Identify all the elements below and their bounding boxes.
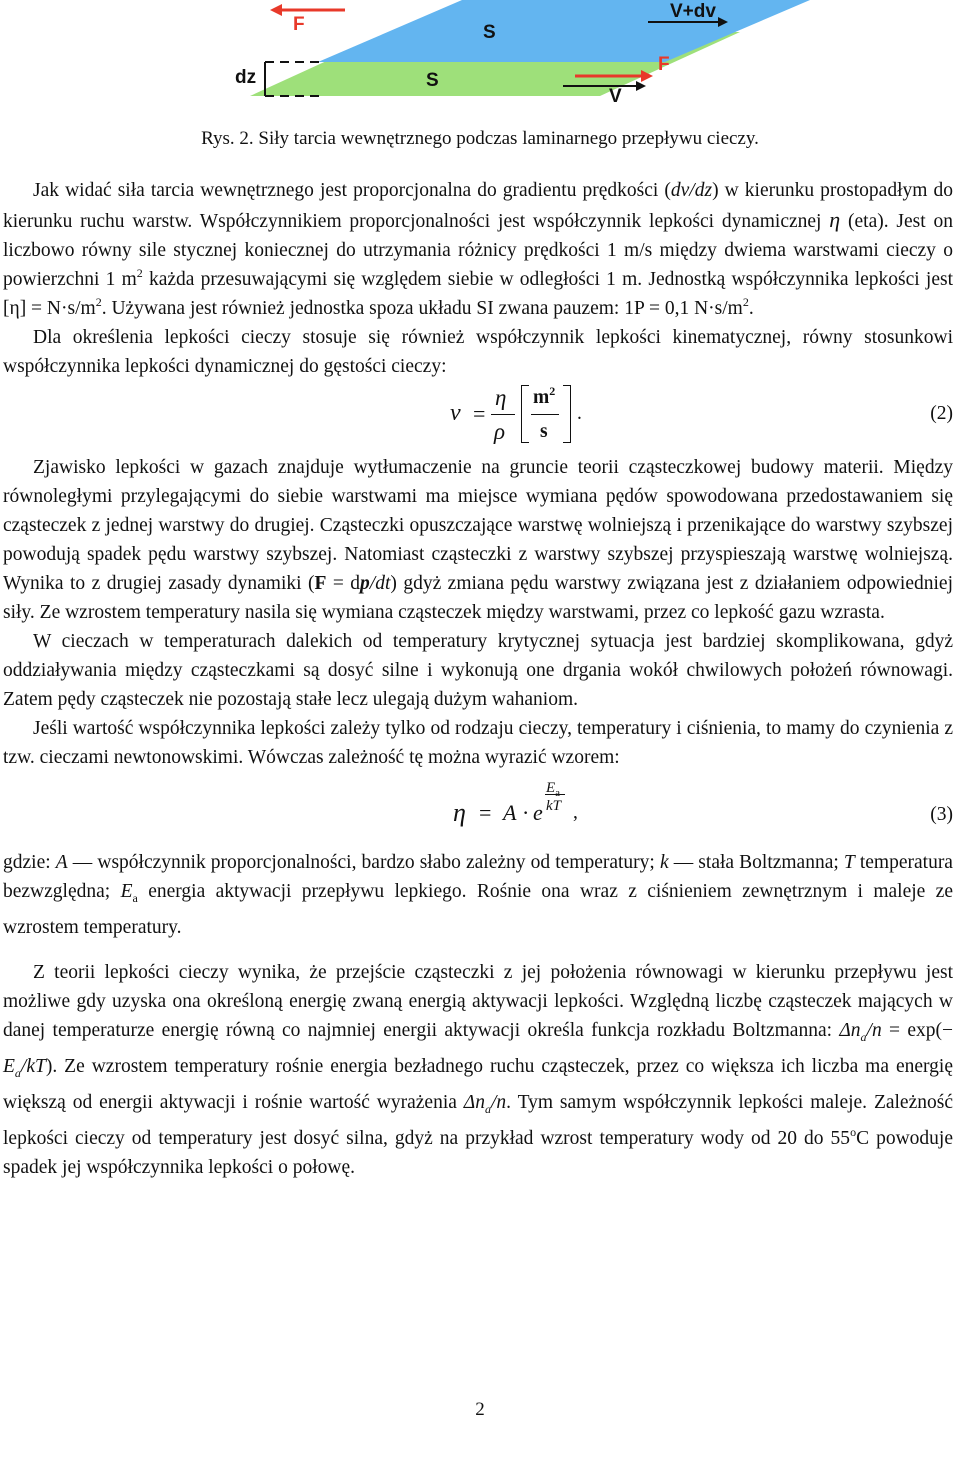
superscript: 2 bbox=[136, 266, 143, 280]
math-energy: E bbox=[546, 780, 556, 796]
equation-3 bbox=[3, 772, 953, 836]
math-a: A bbox=[503, 800, 517, 825]
math-dt: /dt bbox=[369, 573, 391, 594]
label-v-dv: V+dv bbox=[670, 1, 716, 22]
right-bracket bbox=[563, 385, 571, 443]
text-span: — stała Boltzmanna; bbox=[668, 852, 844, 873]
unit-m: m bbox=[533, 387, 550, 408]
math-nu: ν bbox=[450, 400, 461, 426]
label-v: V bbox=[609, 86, 622, 107]
label-s-bottom: S bbox=[426, 70, 439, 91]
math-n: /n bbox=[491, 1091, 507, 1113]
math-n: /n bbox=[866, 1019, 882, 1041]
math-kt: /kT bbox=[20, 1055, 46, 1077]
text-span: — współczynnik proporcjonalności, bardzo słabo zależny od temperatury; bbox=[67, 852, 660, 873]
math-equals: = bbox=[479, 800, 492, 825]
paragraph-gas-viscosity bbox=[3, 453, 953, 627]
superscript: 2 bbox=[742, 295, 749, 309]
text-span: . Tym samym współczynnik lepkości maleje. Zależność lepkości cieczy od temperatury jest dosyć silna, gdyż na przykład wzrost temperatury wody od 20 do 55 bbox=[3, 1091, 953, 1149]
math-eta: η bbox=[495, 385, 507, 410]
math-energy: E bbox=[120, 881, 133, 902]
math-dot: · bbox=[522, 800, 530, 825]
subscript: a bbox=[14, 1065, 21, 1080]
label-f-right: F bbox=[658, 54, 670, 75]
math-momentum: p bbox=[360, 573, 370, 594]
math-dvdz: dv/dz bbox=[670, 180, 713, 201]
text-span: = d bbox=[326, 573, 361, 594]
text-span: każda przesuwającymi się względem siebie w odległości 1 m. Jednostką współczynnika lepkości jest [η] = N·s/m bbox=[3, 269, 953, 319]
paragraph-newtonian: Jeśli wartość współczynnika lepkości zależy tylko od rodzaju cieczy, temperatury i ciśnienia, to mamy do czynienia z tzw. cieczami newtonowskimi. Wówczas zależność tę można wyrazić wzorem: bbox=[3, 718, 953, 768]
math-rho: ρ bbox=[494, 419, 506, 444]
page-number: 2 bbox=[475, 1399, 485, 1420]
text-span: temperatura bezwzględna; bbox=[3, 852, 953, 902]
shear-layers-figure bbox=[0, 0, 960, 120]
math-energy: E bbox=[3, 1055, 15, 1077]
velocity-arrowhead-bottom bbox=[636, 81, 646, 91]
figure-caption: Rys. 2. Siły tarcia wewnętrznego podczas laminarnego przepływu cieczy. bbox=[201, 128, 759, 149]
math-a: A bbox=[55, 852, 68, 873]
unit-s: s bbox=[540, 421, 548, 442]
math-eta: η bbox=[453, 798, 466, 827]
text-span: . bbox=[748, 298, 754, 319]
unit-numerator bbox=[533, 383, 555, 412]
text-span: ). Ze wzrostem temperatury rośnie energia bezładnego ruchu cząsteczek, przez co większa ich liczba ma energię większą od energii aktywacji i rośnie wartość wyrażenia bbox=[3, 1055, 953, 1113]
label-dz: dz bbox=[235, 67, 257, 88]
math-k: k bbox=[659, 852, 669, 873]
text-span: ) gdyż zmiana pędu warstwy związana jest z działaniem odpowiedniej siły. Ze wzrostem temperatury nasila się wymiana cząsteczek między warstwami, przez co lepkość gazu wzrasta. bbox=[3, 573, 953, 623]
text-span: ) w kierunku prostopadłym do kierunku ruchu warstw. Współczynnikiem proporcjonalności jest współczynnik lepkości dynamicznej bbox=[3, 180, 953, 232]
text-span: = exp(− bbox=[881, 1019, 953, 1041]
text-span: (eta). Jest on liczbowo równy sile stycznej koniecznej do utrzymania różnicy prędkości 1 m/s między dwiema warstwami cieczy o powierzchni 1 m bbox=[3, 211, 954, 290]
fraction-bar bbox=[491, 414, 515, 415]
left-bracket bbox=[521, 385, 529, 443]
subscript: a bbox=[485, 1101, 491, 1116]
superscript: 2 bbox=[95, 295, 102, 309]
math-e: e bbox=[533, 800, 543, 825]
subscript: a bbox=[860, 1029, 867, 1044]
math-equals: = bbox=[473, 401, 486, 426]
unit-exponent: 2 bbox=[549, 384, 556, 398]
text-span: Z teorii lepkości cieczy wynika, że przejście cząsteczki z jej położenia równowagi w kierunku przepływu jest możliwe gdy uzyska ona określoną energię zwaną energią aktywacji lepkości. Względną liczbę cząsteczek mających w danej temperaturze energię równą co najmniej energii aktywacji określa funkcja rozkładu Boltzmanna: bbox=[3, 961, 953, 1041]
subscript: a bbox=[132, 890, 138, 905]
text-span: C powoduje spadek jej współczynnika lepkości o połowę. bbox=[3, 1127, 953, 1178]
label-f-top: F bbox=[293, 14, 305, 35]
paragraph-symbols bbox=[3, 848, 953, 942]
equation-number: (3) bbox=[930, 804, 953, 825]
text-span: Jak widać siła tarcia wewnętrznego jest proporcjonalna do gradientu prędkości ( bbox=[33, 180, 671, 201]
label-s-top: S bbox=[483, 22, 496, 43]
paragraph-kinematic-viscosity: Dla określenia lepkości cieczy stosuje się również współczynnik lepkości kinematycznej, równy stosunkowi współczynnika lepkości dynamicznej do gęstości cieczy: bbox=[3, 327, 953, 377]
top-plate bbox=[318, 0, 810, 62]
force-arrowhead-top bbox=[270, 4, 282, 16]
math-t: T bbox=[843, 852, 855, 873]
math-force: F bbox=[314, 573, 327, 594]
math-kt: kT bbox=[546, 798, 561, 814]
paragraph-viscosity-definition bbox=[3, 176, 953, 323]
math-delta-n: Δn bbox=[839, 1019, 861, 1041]
text-span: Zjawisko lepkości w gazach znajduje wytłumaczenie na gruncie teorii cząsteczkowej budowy materii. Między równoległymi przylegającymi do siebie warstwami ma miejsce wymiana pędów spowodowana przedostawaniem się cząsteczek z jednej warstwy do drugiej. Cząsteczki opuszczające warstwę wolniejszą i przenikające do warstwy szybszej powodują spadek pędu warstwy szybszej. Natomiast cząsteczki z warstwy szybszej przyspieszają warstwę wolniejszą. Wynika to z drugiej zasady dynamiki ( bbox=[3, 457, 953, 594]
math-period: . bbox=[577, 403, 582, 424]
text-span: energia aktywacji przepływu lepkiego. Rośnie ona wraz z ciśnieniem zewnętrznym i maleje ze wzrostem temperatury. bbox=[3, 881, 953, 938]
math-comma: , bbox=[573, 802, 578, 823]
text-span: . Używana jest również jednostka spoza układu SI zwana pauzem: 1P = 0,1 N·s/m bbox=[101, 298, 743, 319]
unit-fraction-bar bbox=[531, 414, 559, 415]
paragraph-activation-energy bbox=[3, 958, 953, 1182]
equation-2 bbox=[3, 381, 953, 447]
paragraph-liquids: W cieczach w temperaturach dalekich od temperatury krytycznej sytuacja jest bardziej skomplikowana, gdyż oddziaływania między cząsteczkami są dosyć silne i wykonują one drgania wokół chwilowych położeń równowagi. Zatem pędy cząsteczek nie pozostają stałe lecz ulegają dużym wahaniom. bbox=[3, 631, 953, 710]
text-span: gdzie: bbox=[3, 852, 56, 873]
subscript: a bbox=[555, 787, 561, 799]
body-text bbox=[3, 176, 953, 1182]
equation-number: (2) bbox=[930, 403, 953, 424]
math-delta-n: Δn bbox=[463, 1091, 485, 1113]
degree-superscript: o bbox=[850, 1124, 857, 1139]
math-eta: η bbox=[829, 207, 841, 232]
